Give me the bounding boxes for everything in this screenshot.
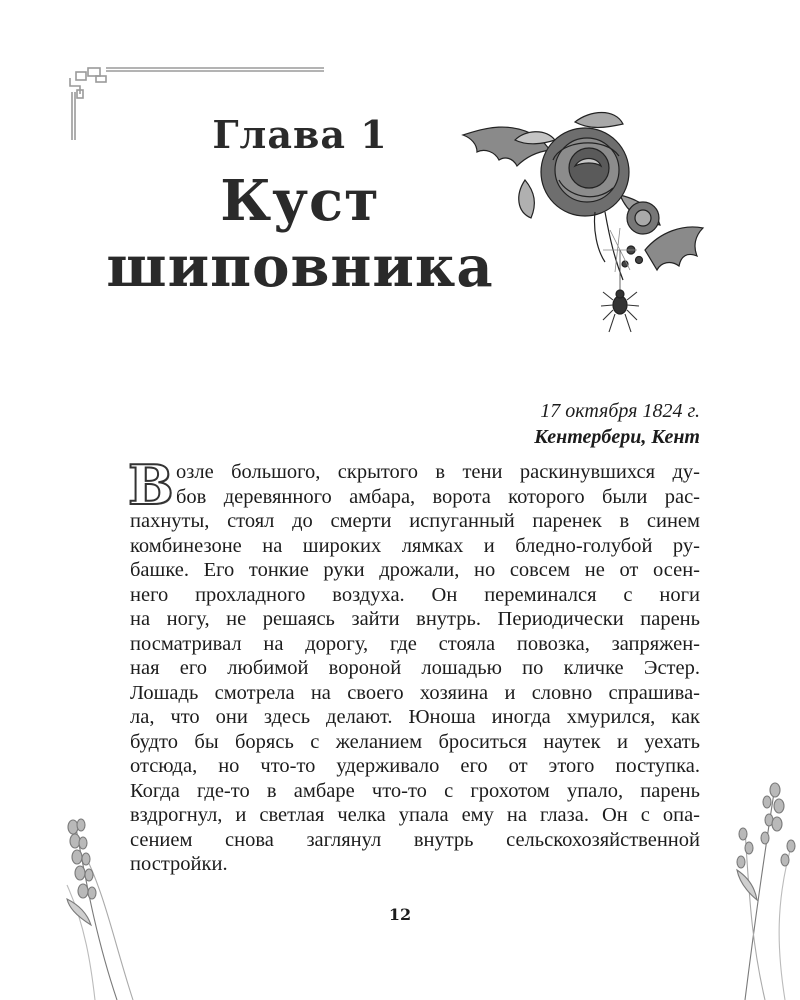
text-line: ла, что они здесь делают. Юноша иногда хмурился, как: [130, 706, 700, 728]
dateline-date: 17 октября 1824 г.: [540, 400, 700, 422]
text-line: будто бы борясь с желанием броситься наутек и уехать: [130, 730, 700, 753]
rose-bat-spider-illustration: [455, 100, 715, 345]
text-line: сением снова заглянул внутрь сельскохозяйственной: [130, 828, 700, 851]
text-line: отсюда, но что-то удерживало его от этого поступка.: [130, 755, 700, 777]
dateline: [534, 398, 700, 450]
text-line: комбинезоне на широких лямках и бледно-голубой ру-: [130, 534, 700, 557]
text-line: постройки.: [130, 853, 228, 875]
chapter-title: [100, 168, 500, 300]
body-paragraph: [128, 453, 700, 877]
chapter-title-line-1: Куст: [220, 168, 380, 234]
text-line: него прохладного воздуха. Он переминался с ноги: [130, 583, 700, 606]
page-number: 12: [388, 905, 412, 924]
text-line: бов деревянного амбара, ворота которого были рас-: [176, 485, 700, 508]
chapter-title-line-2: шиповника: [106, 234, 494, 300]
text-line: озле большого, скрытого в тени раскинувшихся ду-: [176, 461, 700, 483]
text-line: на ногу, не решаясь зайти внутрь. Периодически парень: [130, 608, 700, 630]
lavender-sprig-icon: [55, 815, 145, 1000]
lavender-sprig-icon: [705, 780, 800, 1000]
drop-cap: В: [128, 453, 174, 517]
text-line: пахнуты, стоял до смерти испуганный паренек в синем: [130, 510, 700, 532]
text-line: ная его любимой вороной лошадью по кличке Эстер.: [130, 657, 700, 679]
text-line: вздрогнул, и светлая челка упала ему на глаза. Он с опа-: [130, 804, 700, 826]
text-line: посматривал на дорогу, где стояла повозка, запряжен-: [130, 632, 700, 655]
chapter-number: Глава 1: [212, 112, 388, 157]
text-line: Лошадь смотрела на своего хозяина и словно спрашива-: [130, 681, 700, 704]
dateline-place: Кентербери, Кент: [534, 426, 700, 448]
text-line: башке. Его тонкие руки дрожали, но совсем не от осен-: [130, 559, 700, 581]
text-line: Когда где-то в амбаре что-то с грохотом упало, парень: [130, 779, 700, 802]
